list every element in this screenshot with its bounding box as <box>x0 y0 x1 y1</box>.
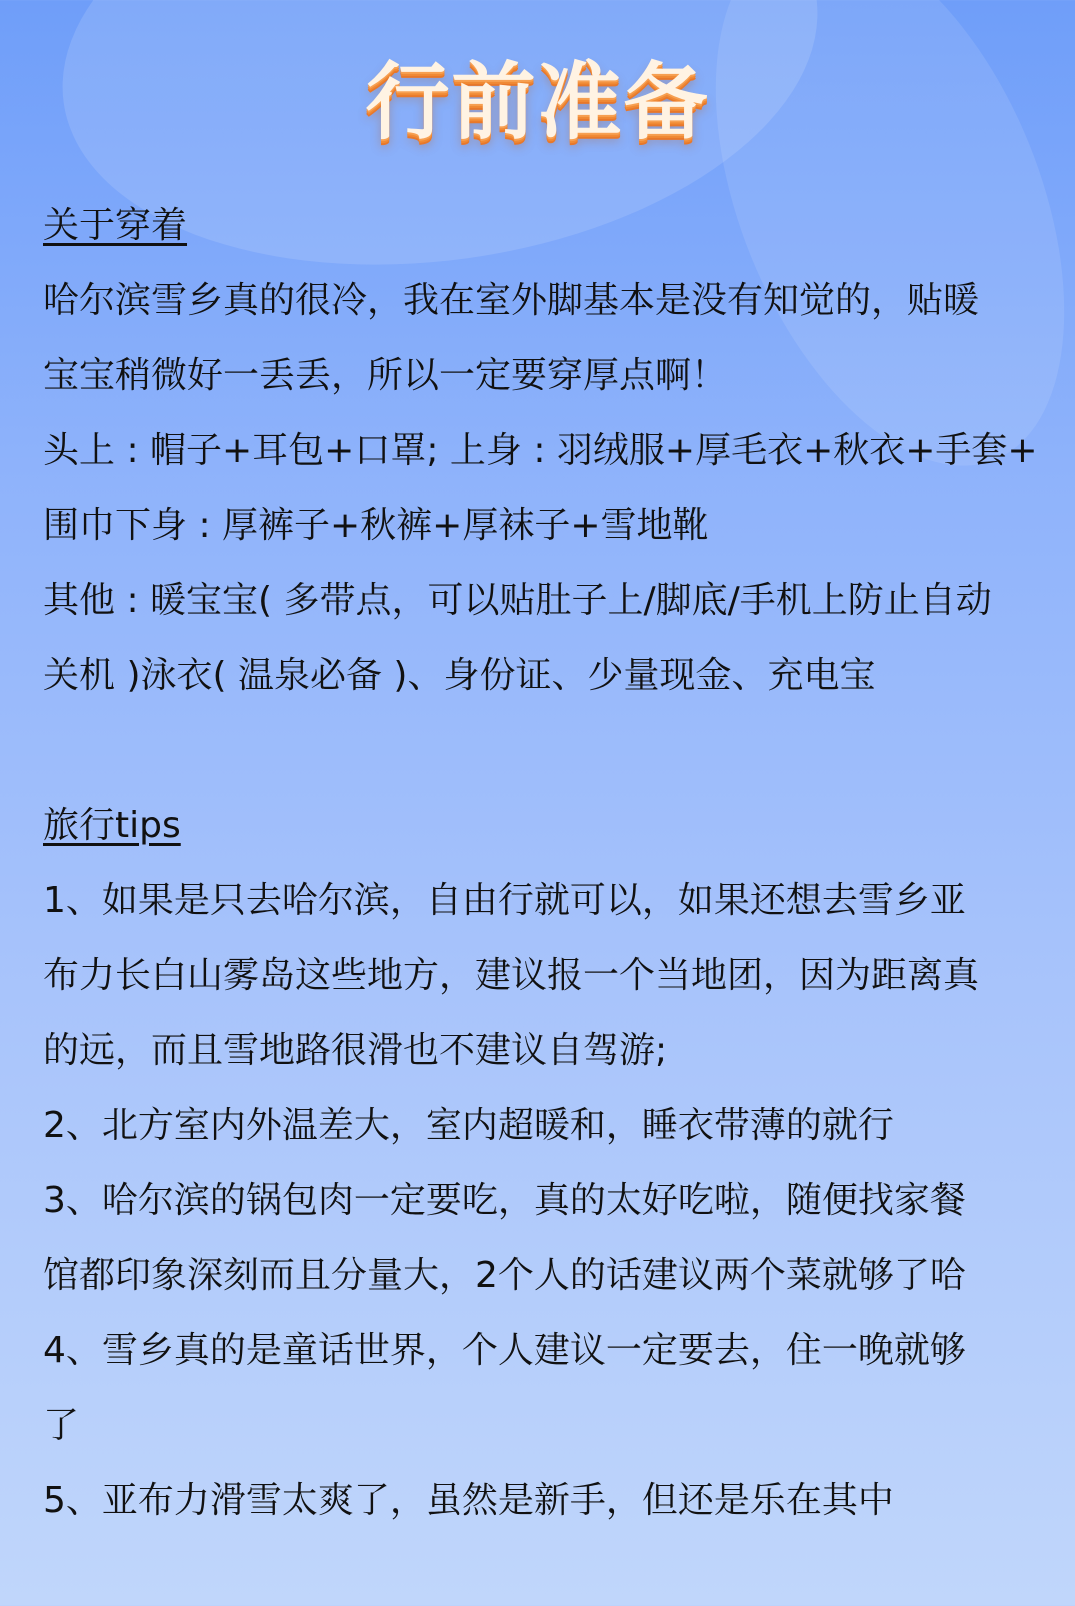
section-heading-clothing: 关于穿着 <box>43 205 188 246</box>
text-line: 2、北方室内外温差大，室内超暖和，睡衣带薄的就行 <box>43 1105 894 1146</box>
section-heading-tips: 旅行tips <box>43 805 181 846</box>
text-line: 哈尔滨雪乡真的很冷，我在室外脚基本是没有知觉的，贴暖 <box>43 280 980 321</box>
article-body <box>43 188 1038 1538</box>
text-line: 了 <box>43 1405 80 1446</box>
text-line: 关机 )泳衣( 温泉必备 )、身份证、少量现金、充电宝 <box>43 655 876 696</box>
text-line: 3、哈尔滨的锅包肉一定要吃，真的太好吃啦，随便找家餐 <box>43 1180 966 1221</box>
text-line: 的远，而且雪地路很滑也不建议自驾游; <box>43 1030 668 1071</box>
title-container <box>0 53 1075 151</box>
section-spacer <box>43 713 1033 788</box>
text-line: 宝宝稍微好一丢丢，所以一定要穿厚点啊！ <box>43 355 728 396</box>
page-title: 行前准备 <box>365 53 710 151</box>
text-line: 围巾下身 : 厚裤子+秋裤+厚袜子+雪地靴 <box>43 505 709 546</box>
text-line: 其他 : 暖宝宝( 多带点，可以贴肚子上/脚底/手机上防止自动 <box>43 580 992 621</box>
text-line: 布力长白山雾岛这些地方，建议报一个当地团，因为距离真 <box>43 955 980 996</box>
text-line: 头上 : 帽子+耳包+口罩; 上身 : 羽绒服+厚毛衣+秋衣+手套+ <box>43 430 1038 471</box>
text-line: 5、亚布力滑雪太爽了，虽然是新手，但还是乐在其中 <box>43 1480 894 1521</box>
text-line: 4、雪乡真的是童话世界，个人建议一定要去，住一晚就够 <box>43 1330 966 1371</box>
text-line: 馆都印象深刻而且分量大，2个人的话建议两个菜就够了哈 <box>43 1255 966 1296</box>
text-line: 1、如果是只去哈尔滨，自由行就可以，如果还想去雪乡亚 <box>43 880 966 921</box>
